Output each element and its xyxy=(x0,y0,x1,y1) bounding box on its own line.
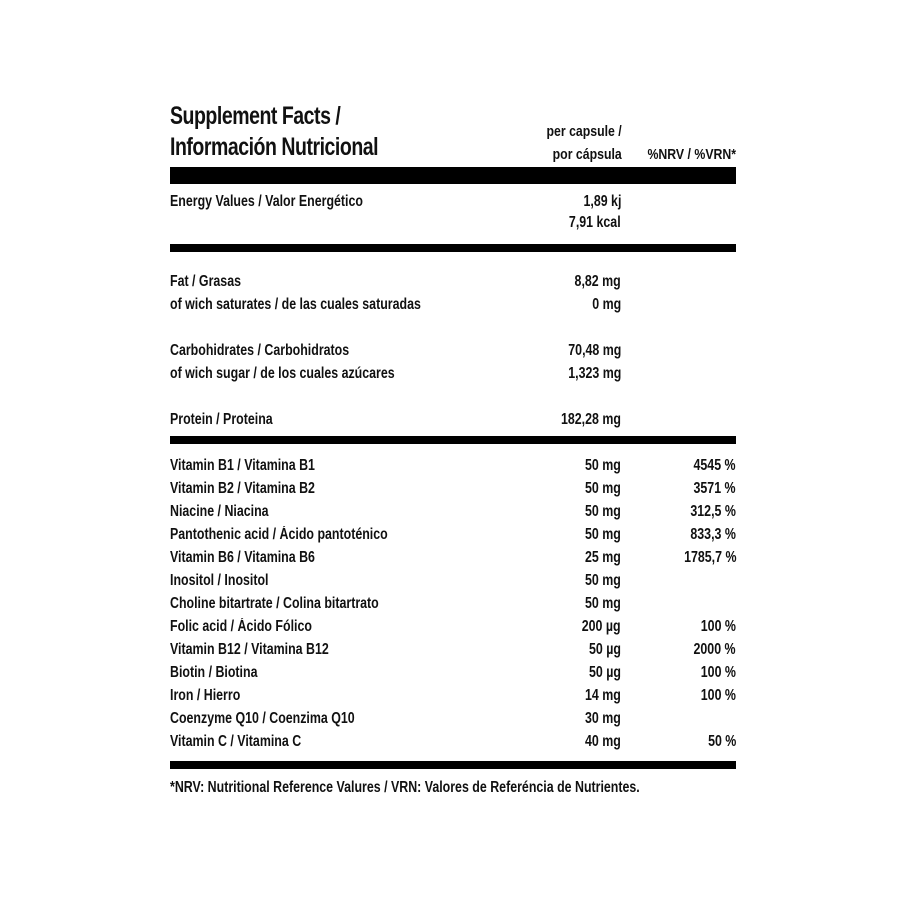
nutrient-nrv: 4545 % xyxy=(693,457,736,474)
nutrient-row xyxy=(170,638,736,661)
nutrient-name: Inositol / Inositol xyxy=(170,572,269,589)
nutrient-nrv: 100 % xyxy=(700,664,736,681)
nutrient-row xyxy=(170,615,736,638)
nutrient-nrv: 100 % xyxy=(700,618,736,635)
nutrient-row xyxy=(170,523,736,546)
macro-name: Carbohidrates / Carbohidratos xyxy=(170,342,350,359)
nutrient-amount: 50 mg xyxy=(585,457,621,474)
nutrient-row xyxy=(170,546,736,569)
macro-row xyxy=(170,270,736,293)
energy-divider xyxy=(170,244,736,252)
per-capsule-line-2: por cápsula xyxy=(552,146,622,163)
nutrient-name: Niacine / Niacina xyxy=(170,503,269,520)
macro-name: of wich saturates / de las cuales saturadas xyxy=(170,296,421,313)
macro-amount: 1,323 mg xyxy=(567,365,621,382)
nutrient-name: Choline bitartrate / Colina bitartrato xyxy=(170,595,379,612)
macro-row xyxy=(170,408,736,431)
title-line-2: Información Nutricional xyxy=(170,133,379,161)
nutrient-row xyxy=(170,500,736,523)
nutrient-amount: 50 mg xyxy=(585,480,621,497)
macro-row xyxy=(170,362,736,385)
nutrient-nrv: 3571 % xyxy=(693,480,736,497)
nutrient-row xyxy=(170,707,736,730)
nutrient-amount: 14 mg xyxy=(585,687,621,704)
title-line-1: Supplement Facts / xyxy=(170,102,341,130)
macro-amount: 0 mg xyxy=(592,296,621,313)
nutrient-name: Vitamin B6 / Vitamina B6 xyxy=(170,549,315,566)
macro-name: Protein / Proteina xyxy=(170,411,273,428)
nutrient-name: Iron / Hierro xyxy=(170,687,241,704)
nutrient-row xyxy=(170,592,736,615)
per-capsule-header xyxy=(547,120,622,166)
nutrient-row xyxy=(170,684,736,707)
nutrient-nrv: 312,5 % xyxy=(690,503,736,520)
energy-kcal: 7,91 kcal xyxy=(569,214,621,231)
per-capsule-line-1: per capsule / xyxy=(546,123,622,140)
footnote: *NRV: Nutritional Reference Valures / VRN: Valores de Referéncia de Nutrientes. xyxy=(170,779,640,796)
nutrient-nrv: 2000 % xyxy=(693,641,736,658)
macros-divider xyxy=(170,436,736,444)
nutrient-row xyxy=(170,477,736,500)
nutrient-name: Vitamin C / Vitamina C xyxy=(170,733,302,750)
nutrient-row xyxy=(170,454,736,477)
nutrient-amount: 50 mg xyxy=(585,572,621,589)
macro-row xyxy=(170,339,736,362)
nutrient-amount: 50 µg xyxy=(589,664,621,681)
nutrient-amount: 30 mg xyxy=(585,710,621,727)
nutrient-name: Pantothenic acid / Ácido pantoténico xyxy=(170,526,388,543)
nutrient-row xyxy=(170,730,736,753)
energy-row-2 xyxy=(170,211,736,234)
nutrient-amount: 50 mg xyxy=(585,503,621,520)
nutrient-name: Biotin / Biotina xyxy=(170,664,258,681)
page-title xyxy=(170,101,378,163)
nutrient-amount: 40 mg xyxy=(585,733,621,750)
macro-amount: 70,48 mg xyxy=(567,342,621,359)
macro-amount: 182,28 mg xyxy=(561,411,621,428)
nutrient-amount: 50 µg xyxy=(589,641,621,658)
nutrients-divider xyxy=(170,761,736,769)
nutrient-name: Vitamin B12 / Vitamina B12 xyxy=(170,641,329,658)
macro-amount: 8,82 mg xyxy=(574,273,621,290)
header-divider xyxy=(170,167,736,184)
nutrient-name: Vitamin B2 / Vitamina B2 xyxy=(170,480,315,497)
nrv-header: %NRV / %VRN* xyxy=(647,146,736,163)
nutrient-name: Folic acid / Ácido Fólico xyxy=(170,618,312,635)
nutrient-amount: 50 mg xyxy=(585,595,621,612)
nutrient-nrv: 833,3 % xyxy=(690,526,736,543)
nutrient-amount: 200 µg xyxy=(582,618,621,635)
energy-kj: 1,89 kj xyxy=(583,193,621,210)
nutrient-nrv: 100 % xyxy=(700,687,736,704)
nutrient-nrv: 50 % xyxy=(707,733,736,750)
energy-row xyxy=(170,190,736,213)
macro-name: Fat / Grasas xyxy=(170,273,241,290)
nutrient-amount: 25 mg xyxy=(585,549,621,566)
nutrient-name: Coenzyme Q10 / Coenzima Q10 xyxy=(170,710,355,727)
nutrient-amount: 50 mg xyxy=(585,526,621,543)
nutrient-name: Vitamin B1 / Vitamina B1 xyxy=(170,457,315,474)
energy-name: Energy Values / Valor Energético xyxy=(170,193,363,210)
nutrient-nrv: 1785,7 % xyxy=(683,549,736,566)
nutrient-row xyxy=(170,569,736,592)
macro-name: of wich sugar / de los cuales azúcares xyxy=(170,365,395,382)
nutrient-row xyxy=(170,661,736,684)
macro-row xyxy=(170,293,736,316)
